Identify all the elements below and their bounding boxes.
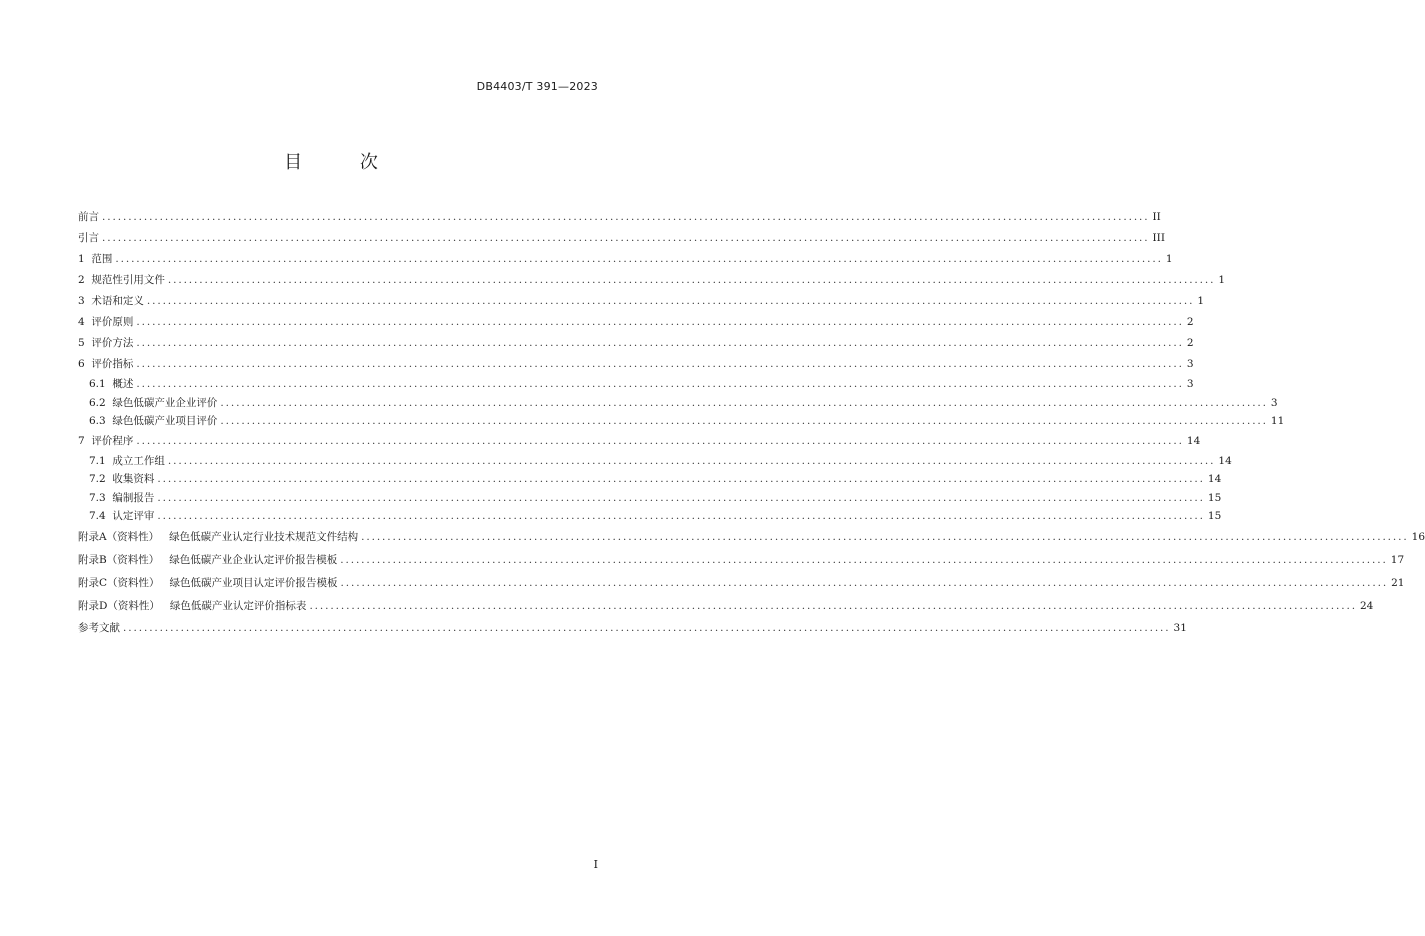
toc-entry-label: 7 评价程序	[78, 434, 134, 447]
toc-entry-label: 1 范围	[78, 253, 113, 265]
toc-leader-dots: ........................................................................................................................................................................................................	[340, 576, 1389, 589]
toc-leader-dots: ........................................................................................................................................................................................................	[136, 337, 1184, 349]
toc-entry-label: 附录B（资料性） 绿色低碳产业企业认定评价报告模板	[78, 553, 338, 566]
toc-entry-page: 16	[1411, 530, 1425, 543]
toc-entry-label: 2 规范性引用文件	[78, 274, 165, 286]
toc-leader-dots: ........................................................................................................................................................................................................	[157, 510, 1205, 522]
toc-entry-label: 7.2 收集资料	[89, 473, 155, 485]
toc-entry-label: 7.4 认定评审	[89, 510, 155, 522]
page-number: I	[593, 858, 598, 871]
toc-leader-dots: ........................................................................................................................................................................................................	[136, 378, 1184, 390]
toc-entry-page: 15	[1207, 491, 1222, 504]
toc-leader-dots: ........................................................................................................................................................................................................	[309, 599, 1357, 612]
toc-entry[interactable]	[78, 507, 1222, 526]
toc-leader-dots: ........................................................................................................................................................................................................	[220, 396, 1268, 409]
toc-entry-page: 31	[1173, 621, 1187, 634]
toc-leader-dots: ........................................................................................................................................................................................................	[340, 553, 1388, 566]
toc-leader-dots: ........................................................................................................................................................................................................	[136, 316, 1184, 328]
toc-entry-page: II	[1152, 211, 1161, 223]
toc-entry[interactable]	[78, 312, 1194, 333]
page-title: 目 次	[284, 152, 404, 173]
toc-leader-dots: ........................................................................................................................................................................................................	[146, 295, 1195, 307]
toc-entry[interactable]	[78, 291, 1205, 312]
toc-entry-label: 6.1 概述	[89, 378, 134, 390]
toc-entry[interactable]	[78, 431, 1201, 452]
toc-entry-page: 14	[1218, 454, 1232, 467]
toc-entry-label: 附录C（资料性） 绿色低碳产业项目认定评价报告模板	[78, 576, 338, 589]
toc-entry-label: 3 术语和定义	[78, 295, 144, 307]
toc-entry[interactable]	[78, 354, 1194, 375]
toc-leader-dots: ........................................................................................................................................................................................................	[157, 491, 1205, 504]
toc-entry-label: 6.3 绿色低碳产业项目评价	[89, 415, 218, 427]
toc-entry-page: III	[1152, 232, 1165, 244]
toc-entry-page: 21	[1391, 576, 1405, 589]
toc-entry-label: 4 评价原则	[78, 316, 134, 328]
toc-entry-label: 6.2 绿色低碳产业企业评价	[89, 396, 218, 409]
toc-entry-label: 引言	[78, 232, 99, 244]
toc-leader-dots: ........................................................................................................................................................................................................	[123, 621, 1171, 634]
toc-entry-page: 24	[1359, 599, 1374, 612]
toc-entry-page: 11	[1270, 415, 1285, 427]
toc-leader-dots: ........................................................................................................................................................................................................	[167, 274, 1216, 286]
toc-entry[interactable]	[78, 228, 1165, 249]
toc-entry-label: 6 评价指标	[78, 358, 134, 370]
toc-leader-dots: ........................................................................................................................................................................................................	[102, 211, 1150, 223]
toc-leader-dots: ........................................................................................................................................................................................................	[102, 232, 1150, 244]
toc-entry-page: 2	[1186, 337, 1194, 349]
toc-entry[interactable]	[78, 572, 1405, 595]
toc-entry-label: 7.3 编制报告	[89, 491, 155, 504]
toc-entry[interactable]	[78, 270, 1226, 291]
toc-leader-dots: ........................................................................................................................................................................................................	[136, 358, 1184, 370]
toc-leader-dots: ........................................................................................................................................................................................................	[167, 454, 1216, 467]
toc-leader-dots: ........................................................................................................................................................................................................	[220, 415, 1268, 427]
toc-entry[interactable]	[78, 470, 1222, 489]
toc-entry[interactable]	[78, 394, 1278, 413]
toc-leader-dots: ........................................................................................................................................................................................................	[157, 473, 1205, 485]
toc-entry[interactable]	[78, 412, 1285, 431]
toc-entry-page: 3	[1186, 378, 1194, 390]
toc-leader-dots: ........................................................................................................................................................................................................	[115, 253, 1163, 265]
toc-entry-page: 14	[1186, 434, 1201, 447]
toc-entry-page: 1	[1165, 253, 1173, 265]
toc-entry-page: 15	[1207, 510, 1222, 522]
toc-leader-dots: ........................................................................................................................................................................................................	[361, 530, 1409, 543]
toc-entry-page: 17	[1390, 553, 1405, 566]
toc-entry-page: 1	[1197, 295, 1205, 307]
toc-entry[interactable]	[78, 333, 1194, 354]
toc-entry-page: 14	[1207, 473, 1222, 485]
toc-entry-page: 2	[1186, 316, 1194, 328]
toc-entry-label: 前言	[78, 211, 99, 223]
toc-entry[interactable]	[78, 526, 1425, 549]
table-of-contents	[78, 207, 1425, 639]
toc-entry[interactable]	[78, 489, 1222, 508]
toc-entry[interactable]	[78, 618, 1187, 639]
document-code: DB4403/T 391—2023	[476, 80, 598, 93]
toc-entry[interactable]	[78, 549, 1405, 572]
toc-entry[interactable]	[78, 452, 1232, 471]
toc-entry-label: 5 评价方法	[78, 337, 134, 349]
toc-entry-label: 附录D（资料性） 绿色低碳产业认定评价指标表	[78, 599, 307, 612]
toc-entry-page: 3	[1270, 396, 1278, 409]
toc-entry-label: 7.1 成立工作组	[89, 454, 165, 467]
toc-entry[interactable]	[78, 249, 1173, 270]
toc-entry-label: 参考文献	[78, 621, 120, 634]
toc-leader-dots: ........................................................................................................................................................................................................	[136, 434, 1184, 447]
toc-entry-label: 附录A（资料性） 绿色低碳产业认定行业技术规范文件结构	[78, 530, 359, 543]
toc-entry-page: 3	[1186, 358, 1194, 370]
toc-entry[interactable]	[78, 207, 1161, 228]
toc-entry[interactable]	[78, 595, 1374, 618]
toc-entry[interactable]	[78, 375, 1194, 394]
toc-entry-page: 1	[1218, 274, 1226, 286]
